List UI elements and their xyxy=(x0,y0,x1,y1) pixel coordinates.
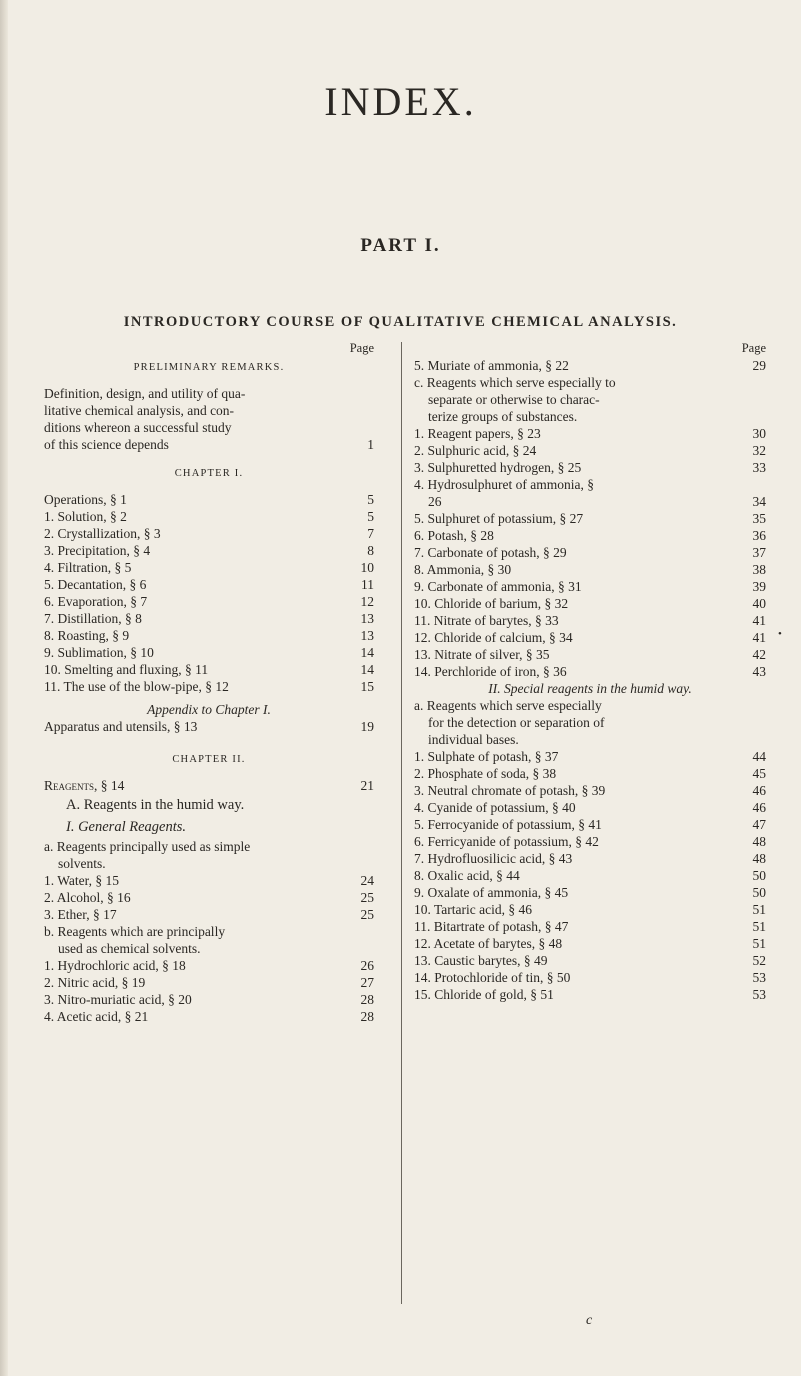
entry-text: 15. Chloride of gold, § 51 xyxy=(414,987,554,1002)
index-entry xyxy=(414,527,766,544)
entry-text: 3. Neutral chromate of potash, § 39 xyxy=(414,783,606,798)
entry-text: 7. Carbonate of potash, § 29 xyxy=(414,545,567,560)
index-entry xyxy=(44,593,374,610)
index-entry: 26 34 xyxy=(428,494,766,509)
group-heading-a-line-1: a. Reagents which serve especially xyxy=(414,698,602,713)
entry-text: 1. Solution, § 2 xyxy=(44,509,127,524)
page-number: 52 xyxy=(752,953,766,968)
page-column-header: Page xyxy=(741,341,766,355)
page-number: 24 xyxy=(360,873,374,888)
index-entry xyxy=(44,906,374,923)
page-number: 43 xyxy=(752,664,766,679)
index-entry xyxy=(44,627,374,644)
page-number: 15 xyxy=(360,679,374,694)
group-c-entry-list xyxy=(414,425,766,476)
entry-text: 10. Tartaric acid, § 46 xyxy=(414,902,533,917)
index-entry: Reagents, § 14 21 xyxy=(44,778,374,793)
definition-line-2: litative chemical analysis, and con- xyxy=(44,403,235,418)
index-entry xyxy=(414,867,766,884)
index-entry xyxy=(44,974,374,991)
part-heading: PART I. xyxy=(360,235,441,256)
page-number: 13 xyxy=(360,611,374,626)
index-entry xyxy=(414,884,766,901)
entry-text: 1. Water, § 15 xyxy=(44,873,119,888)
page-number: 14 xyxy=(360,645,374,660)
index-entry xyxy=(414,578,766,595)
index-entry xyxy=(414,663,766,680)
chapter-heading-1: CHAPTER I. xyxy=(174,468,244,479)
entry-text: 9. Carbonate of ammonia, § 31 xyxy=(414,579,582,594)
group-heading-a-line-2: for the detection or separation of xyxy=(428,715,605,730)
page-number: 44 xyxy=(752,749,766,764)
page-number: 35 xyxy=(752,511,766,526)
index-entry-continued: 4. Hydrosulphuret of ammonia, § xyxy=(414,477,594,492)
index-entry xyxy=(44,1008,374,1025)
subsection-heading-general: I. General Reagents. xyxy=(66,819,186,835)
index-entry xyxy=(414,629,766,646)
index-entry xyxy=(414,833,766,850)
group-c-entry-list-2 xyxy=(414,510,766,680)
entry-text: 14. Perchloride of iron, § 36 xyxy=(414,664,567,679)
page-number: 7 xyxy=(367,526,374,541)
group-heading-c-line-3: terize groups of substances. xyxy=(428,409,578,424)
index-entry xyxy=(414,561,766,578)
entry-text: 14. Protochloride of tin, § 50 xyxy=(414,970,571,985)
definition-line-1: Definition, design, and utility of qua- xyxy=(44,386,246,401)
page-number: 42 xyxy=(752,647,766,662)
page-number: 34 xyxy=(752,494,766,509)
entry-text: 8. Roasting, § 9 xyxy=(44,628,130,643)
entry-text: 6. Ferricyanide of potassium, § 42 xyxy=(414,834,599,849)
page-number: 53 xyxy=(752,987,766,1002)
left-column xyxy=(44,341,374,1025)
stray-mark: • xyxy=(778,628,782,640)
index-entry: 5. Muriate of ammonia, § 22 29 xyxy=(414,358,766,373)
signature-mark: c xyxy=(586,1313,593,1328)
entry-text: 13. Caustic barytes, § 49 xyxy=(414,953,548,968)
course-heading: INTRODUCTORY COURSE OF QUALITATIVE CHEMICAL ANALYSIS. xyxy=(123,314,678,330)
subsection-heading-special: II. Special reagents in the humid way. xyxy=(488,681,692,696)
page-number: 36 xyxy=(752,528,766,543)
entry-text: 1. Reagent papers, § 23 xyxy=(414,426,541,441)
entry-text: 6. Potash, § 28 xyxy=(414,528,494,543)
index-entry xyxy=(44,991,374,1008)
page-number: 38 xyxy=(752,562,766,577)
index-entry xyxy=(44,661,374,678)
entry-text: 9. Sublimation, § 10 xyxy=(44,645,154,660)
page-number: 30 xyxy=(752,426,766,441)
entry-text: 5. Sulphuret of potassium, § 27 xyxy=(414,511,584,526)
index-entry xyxy=(414,986,766,1003)
page-number: 41 xyxy=(752,613,766,628)
subsection-heading-humid: A. Reagents in the humid way. xyxy=(66,797,245,813)
entry-text: 7. Hydrofluosilicic acid, § 43 xyxy=(414,851,573,866)
index-entry xyxy=(414,850,766,867)
page-number: 28 xyxy=(360,992,374,1007)
group-a-entry-list xyxy=(44,872,374,923)
index-entry xyxy=(44,559,374,576)
definition-line-3: ditions whereon a successful study xyxy=(44,420,232,435)
index-entry xyxy=(414,969,766,986)
page-number: 12 xyxy=(360,594,374,609)
entry-text: 6. Evaporation, § 7 xyxy=(44,594,148,609)
index-entry xyxy=(414,799,766,816)
entry-text: 3. Precipitation, § 4 xyxy=(44,543,151,558)
entry-text: 3. Sulphuretted hydrogen, § 25 xyxy=(414,460,582,475)
index-entry xyxy=(44,610,374,627)
page-number: 50 xyxy=(752,885,766,900)
page-number: 53 xyxy=(752,970,766,985)
page-number: 51 xyxy=(752,902,766,917)
entry-text: 3. Nitro-muriatic acid, § 20 xyxy=(44,992,192,1007)
page-number: 13 xyxy=(360,628,374,643)
index-entry xyxy=(414,510,766,527)
page-number: 46 xyxy=(752,800,766,815)
page-number: 21 xyxy=(360,778,374,793)
entry-text: 2. Sulphuric acid, § 24 xyxy=(414,443,537,458)
page-number: 25 xyxy=(360,890,374,905)
index-entry xyxy=(414,765,766,782)
page-number: 46 xyxy=(752,783,766,798)
entry-text: 4. Acetic acid, § 21 xyxy=(44,1009,149,1024)
page-edge-shadow xyxy=(0,0,8,1376)
page-number: 5 xyxy=(367,509,374,524)
index-entry xyxy=(414,646,766,663)
page-number: 5 xyxy=(367,492,374,507)
entry-text: 12. Chloride of calcium, § 34 xyxy=(414,630,573,645)
index-entry: Apparatus and utensils, § 13 19 xyxy=(44,719,374,734)
group-heading-b-line-2: used as chemical solvents. xyxy=(58,941,201,956)
entry-text: 8. Ammonia, § 30 xyxy=(414,562,512,577)
index-entry: Operations, § 1 5 xyxy=(44,492,374,507)
index-entry xyxy=(44,678,374,695)
section-heading-preliminary: PRELIMINARY REMARKS. xyxy=(133,362,285,373)
special-a-entry-list xyxy=(414,748,766,1003)
entry-text: 2. Phosphate of soda, § 38 xyxy=(414,766,557,781)
column-divider xyxy=(401,342,402,1304)
right-column xyxy=(414,341,766,1003)
page-number: 32 xyxy=(752,443,766,458)
entry-text: 2. Alcohol, § 16 xyxy=(44,890,131,905)
entry-text: 11. Nitrate of barytes, § 33 xyxy=(414,613,559,628)
page-number: 48 xyxy=(752,834,766,849)
entry-text: 5. Decantation, § 6 xyxy=(44,577,147,592)
index-entry xyxy=(414,544,766,561)
page-number: 26 xyxy=(360,958,374,973)
index-entry xyxy=(44,889,374,906)
index-entry xyxy=(44,542,374,559)
index-entry xyxy=(414,595,766,612)
appendix-heading: Appendix to Chapter I. xyxy=(147,702,271,717)
entry-text: 10. Smelting and fluxing, § 11 xyxy=(44,662,209,677)
index-entry xyxy=(414,748,766,765)
index-entry xyxy=(44,957,374,974)
index-entry xyxy=(44,508,374,525)
index-entry xyxy=(44,872,374,889)
group-heading-c-line-2: separate or otherwise to charac- xyxy=(428,392,600,407)
index-entry xyxy=(44,576,374,593)
group-heading-b-line-1: b. Reagents which are principally xyxy=(44,924,226,939)
entry-text: 13. Nitrate of silver, § 35 xyxy=(414,647,550,662)
entry-text: 12. Acetate of barytes, § 48 xyxy=(414,936,563,951)
page-number: 25 xyxy=(360,907,374,922)
entry-text: 7. Distillation, § 8 xyxy=(44,611,142,626)
page-number: 10 xyxy=(360,560,374,575)
page-number: 29 xyxy=(752,358,766,373)
page-number: 1 xyxy=(367,437,374,452)
page-number: 28 xyxy=(360,1009,374,1024)
entry-text: 8. Oxalic acid, § 44 xyxy=(414,868,520,883)
page-number: 47 xyxy=(752,817,766,832)
index-entry xyxy=(414,442,766,459)
index-entry xyxy=(414,782,766,799)
index-entry xyxy=(414,935,766,952)
chapter-heading-2: CHAPTER II. xyxy=(172,754,246,765)
page-number: 51 xyxy=(752,919,766,934)
entry-text: 9. Oxalate of ammonia, § 45 xyxy=(414,885,569,900)
group-heading-a-line-2: solvents. xyxy=(58,856,106,871)
entry-text: 3. Ether, § 17 xyxy=(44,907,117,922)
page-number: 40 xyxy=(752,596,766,611)
entry-text: 2. Crystallization, § 3 xyxy=(44,526,161,541)
page-number: 39 xyxy=(752,579,766,594)
page-number: 8 xyxy=(367,543,374,558)
index-entry xyxy=(44,644,374,661)
chapter1-entry-list xyxy=(44,508,374,695)
page-number: 19 xyxy=(360,719,374,734)
group-b-entry-list xyxy=(44,957,374,1025)
index-entry xyxy=(414,816,766,833)
page-number: 27 xyxy=(360,975,374,990)
entry-text: 1. Hydrochloric acid, § 18 xyxy=(44,958,186,973)
index-entry xyxy=(414,612,766,629)
entry-text: 11. Bitartrate of potash, § 47 xyxy=(414,919,569,934)
group-heading-a-line-1: a. Reagents principally used as simple xyxy=(44,839,251,854)
group-heading-a-line-3: individual bases. xyxy=(428,732,519,747)
index-entry xyxy=(44,525,374,542)
page-number: 45 xyxy=(752,766,766,781)
page-number: 33 xyxy=(752,460,766,475)
page-number: 50 xyxy=(752,868,766,883)
index-entry xyxy=(414,459,766,476)
index-entry xyxy=(414,952,766,969)
page-number: 37 xyxy=(752,545,766,560)
page-column-header: Page xyxy=(349,341,374,355)
page-number: 14 xyxy=(360,662,374,677)
page-title: INDEX. xyxy=(324,79,477,124)
entry-text: 5. Ferrocyanide of potassium, § 41 xyxy=(414,817,602,832)
entry-text: 2. Nitric acid, § 19 xyxy=(44,975,146,990)
page-number: 51 xyxy=(752,936,766,951)
page-number: 48 xyxy=(752,851,766,866)
page-number: 11 xyxy=(361,577,374,592)
entry-text: 1. Sulphate of potash, § 37 xyxy=(414,749,559,764)
index-entry xyxy=(414,918,766,935)
group-heading-c-line-1: c. Reagents which serve especially to xyxy=(414,375,616,390)
entry-text: 11. The use of the blow-pipe, § 12 xyxy=(44,679,229,694)
index-entry xyxy=(414,425,766,442)
page-number: 41 xyxy=(752,630,766,645)
index-entry: of this science depends 1 xyxy=(44,437,374,452)
entry-text: 10. Chloride of barium, § 32 xyxy=(414,596,569,611)
entry-text: 4. Filtration, § 5 xyxy=(44,560,132,575)
entry-text: 4. Cyanide of potassium, § 40 xyxy=(414,800,576,815)
index-entry xyxy=(414,901,766,918)
